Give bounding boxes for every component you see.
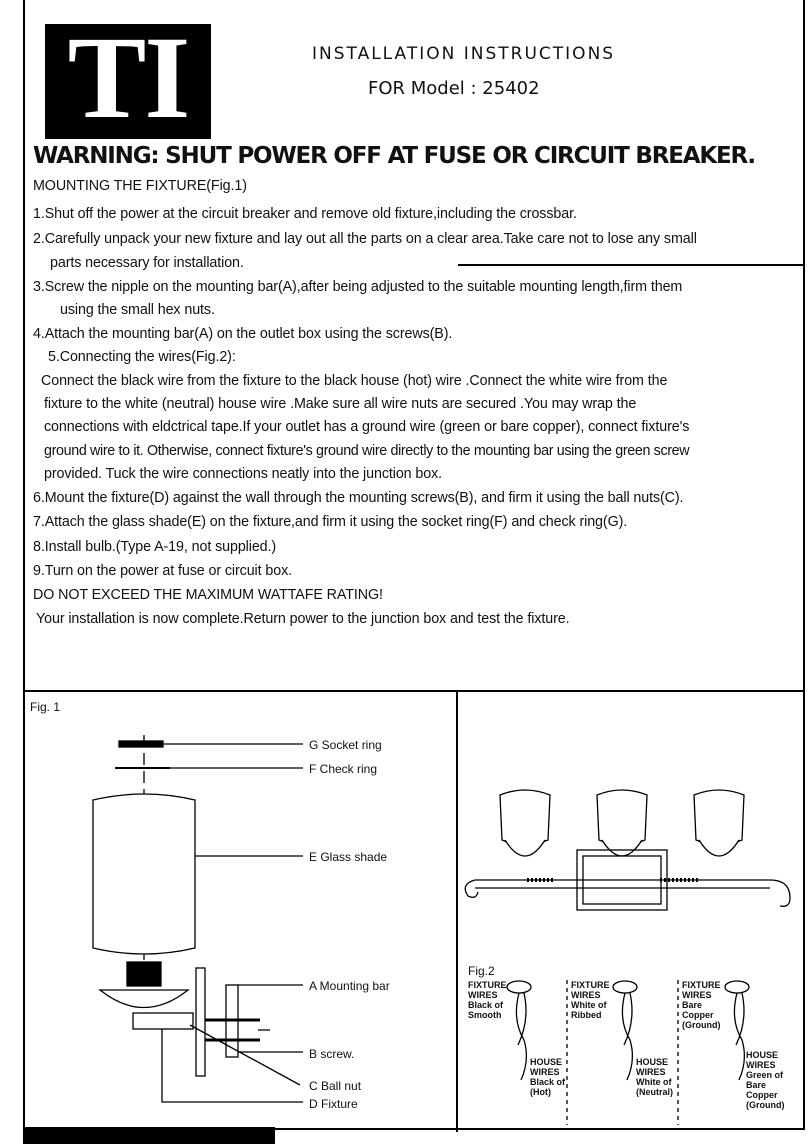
instruction-line: fixture to the white (neutral) house wire .Make sure all wire nuts are secured .You may wrap the (44, 396, 637, 412)
part-label-e: E Glass shade (309, 850, 388, 864)
instruction-line: 1.Shut off the power at the circuit breaker and remove old fixture,including the crossbar. (33, 206, 577, 222)
fixture-wires-black: FIXTURE WIRES Black of Smooth (468, 980, 507, 1020)
instruction-line: 2.Carefully unpack your new fixture and lay out all the parts on a clear area.Take care not to lose any small (33, 231, 697, 247)
instruction-line: parts necessary for installation. (50, 255, 244, 271)
instruction-line: Your installation is now complete.Return power to the junction box and test the fixture. (36, 611, 570, 627)
document-title: INSTALLATION INSTRUCTIONS (312, 44, 616, 64)
part-label-g: G Socket ring (309, 738, 382, 752)
fixture-wires-ground: FIXTURE WIRES Bare Copper (Ground) (682, 980, 721, 1030)
part-label-c: C Ball nut (309, 1079, 362, 1093)
house-wires-white: HOUSE WIRES White of (Neutral) (636, 1057, 674, 1097)
brand-logo: TI (45, 24, 211, 139)
instruction-line: provided. Tuck the wire connections neatly into the junction box. (44, 466, 443, 482)
instruction-line: 9.Turn on the power at fuse or circuit box. (33, 563, 292, 579)
instruction-line: 5.Connecting the wires(Fig.2): (48, 349, 236, 365)
instruction-line: ground wire to it. Otherwise, connect fixture's ground wire directly to the mounting bar using the green screw (44, 443, 690, 459)
instruction-line: 7.Attach the glass shade(E) on the fixture,and firm it using the socket ring(F) and check ring(G). (33, 514, 628, 530)
bottom-bar (23, 1127, 275, 1144)
warning-heading: WARNING: SHUT POWER OFF AT FUSE OR CIRCUIT BREAKER. (33, 143, 755, 169)
instruction-line: connections with eldctrical tape.If your outlet has a ground wire (green or bare copper), connect fixture's (44, 419, 690, 435)
house-wires-black: HOUSE WIRES Black of (Hot) (530, 1057, 566, 1097)
instruction-line: 8.Install bulb.(Type A-19, not supplied.) (33, 539, 277, 555)
caution-line: DO NOT EXCEED THE MAXIMUM WATTAFE RATING! (33, 587, 383, 603)
part-label-a: A Mounting bar (309, 979, 390, 993)
model-number: FOR Model : 25402 (368, 78, 540, 99)
instruction-line: using the small hex nuts. (60, 302, 215, 318)
instruction-line: 4.Attach the mounting bar(A) on the outlet box using the screws(B). (33, 326, 453, 342)
part-label-f: F Check ring (309, 762, 378, 776)
house-wires-ground: HOUSE WIRES Green of Bare Copper (Ground) (746, 1050, 785, 1110)
section-heading: MOUNTING THE FIXTURE(Fig.1) (33, 178, 247, 194)
fig1-label: Fig. 1 (30, 700, 61, 714)
instruction-line: 3.Screw the nipple on the mounting bar(A),after being adjusted to the suitable mounting length,firm them (33, 279, 683, 295)
instruction-line: 6.Mount the fixture(D) against the wall through the mounting screws(B), and firm it using the ball nuts(C). (33, 490, 684, 506)
part-label-d: D Fixture (309, 1097, 358, 1111)
part-label-b: B screw. (309, 1047, 355, 1061)
fixture-wires-white: FIXTURE WIRES White of Ribbed (571, 980, 610, 1020)
fixture-front-diagram (465, 790, 790, 910)
instruction-line: Connect the black wire from the fixture to the black house (hot) wire .Connect the white wire from the (41, 373, 668, 389)
fig2-label: Fig.2 (468, 964, 495, 978)
